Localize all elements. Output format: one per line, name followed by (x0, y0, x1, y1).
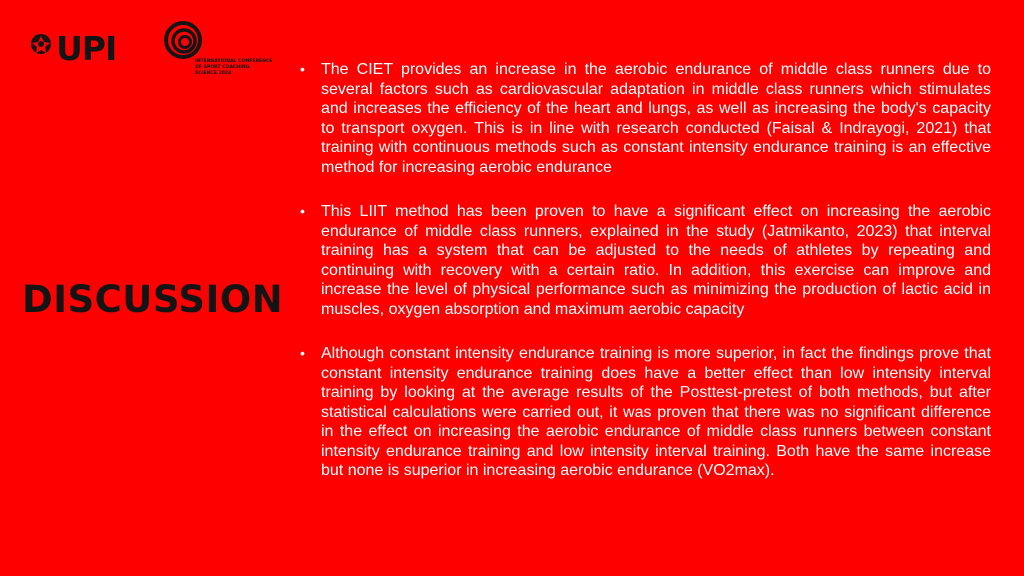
conference-logo-line-3: SCIENCE 2024 (195, 71, 232, 76)
conference-logo-line-1: INTERNATIONAL CONFERENCE (195, 59, 273, 64)
bullet-point: • The CIET provides an increase in the aerobic endurance of middle class runners due to several factors such as cardiovascular adaptation in middle class runners which stimulates and increases the efficiency of the heart and lungs, as well as increasing the body's capacity to transport oxygen. This is in line with research conducted (Faisal & Indrayogi, 2021) that training with continuous methods such as constant intensity endurance training is an effective method for increasing aerobic endurance (300, 60, 991, 177)
discussion-bullet-list (300, 60, 991, 481)
bullet-point: • Although constant intensity endurance training is more superior, in fact the findings prove that constant intensity endurance training does have a better effect than low intensity interval training by looking at the average results of the Posttest-pretest of both methods, but after statistical calculations were carried out, it was proven that there was no significant difference in the effect on increasing the aerobic endurance of middle class runners between constant intensity endurance training and low intensity interval training. Both have the same increase but none is superior in increasing aerobic endurance (VO2max). (300, 344, 991, 481)
upi-logo-text: UPI (56, 29, 117, 66)
conference-logo-line-2: OF SPORT COACHING (195, 65, 250, 70)
conference-rings-logo-icon (157, 20, 281, 78)
bullet-point: • This LIIT method has been proven to have a significant effect on increasing the aerobic endurance of middle class runners, explained in the study (Jatmikanto, 2023) that interval training has a system that can be adjusted to the needs of athletes by repeating and continuing with recovery with a certain ratio. In addition, this exercise can improve and increase the level of physical performance such as minimizing the production of lactic acid in muscles, oxygen absorption and maximum aerobic capacity (300, 202, 991, 319)
slide-title: DISCUSSION (22, 278, 284, 321)
upi-logo-icon (30, 28, 122, 66)
